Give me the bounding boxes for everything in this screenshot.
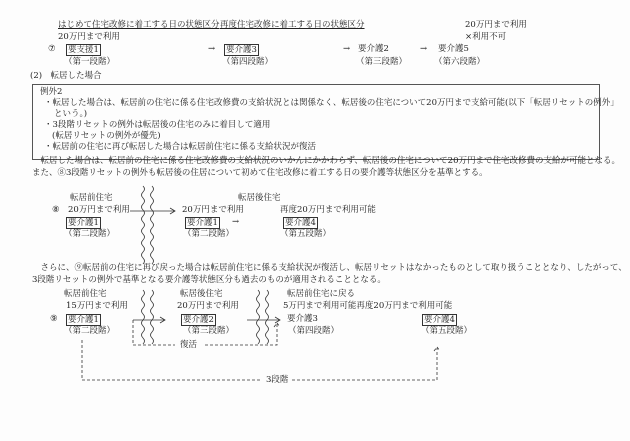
stage: （第二段階） [183, 229, 235, 239]
stage: （第五段階） [421, 326, 473, 336]
item-number: ⑧ [52, 205, 60, 215]
level: 要介護2 [358, 44, 389, 54]
level: 要介護5 [438, 44, 469, 54]
level-box: 要支援1 [68, 45, 99, 55]
level-box: 要介護4 [424, 315, 455, 325]
stage: （第一段階） [64, 57, 116, 67]
arrow-8 [130, 208, 175, 214]
exception-bullet: ・3段階リセットの例外は転居後の住宅のみに着目して適用 [44, 120, 271, 130]
exception-bullet: ・転居前の住宅に再び転居した場合は転居前住宅に係る支給状況が復活 [44, 142, 317, 152]
use-amount: 5万円まで利用可能再度20万円まで利用可能 [283, 301, 453, 311]
label-after-house: 転居後住宅 [180, 289, 223, 299]
arrow: → [420, 44, 428, 54]
section-heading: (2) 転居した場合 [30, 71, 102, 81]
use-amount: 20万円まで利用 [182, 205, 244, 215]
wavy-separator-9b [257, 290, 269, 344]
label-after-house: 転居後住宅 [238, 193, 281, 203]
level-box: 要介護1 [68, 218, 99, 228]
stage: （第四段階） [288, 326, 340, 336]
paragraph-line: また、⑧3段階リセットの例外も転居後の住居について初めて住宅改修に着工する日の要介護等状態区分を基準とする。 [32, 168, 488, 178]
level-box: 要介護4 [285, 218, 316, 228]
label-before-house: 転居前住宅 [70, 193, 113, 203]
stage: （第二段階） [64, 229, 116, 239]
level: 要介護3 [287, 314, 318, 324]
three-stage-dashed-line [82, 340, 440, 380]
stage: （第二段階） [64, 326, 116, 336]
level-box: 要介護1 [187, 218, 218, 228]
paragraph-line: 3段階リセットの例外で基準となる要介護等状態区分も過去のものが適用されることとなる。 [32, 275, 386, 285]
item-number: ⑦ [48, 44, 56, 54]
level-box: 要介護3 [226, 45, 257, 55]
exception-bullet: ・転居した場合は、転居前の住宅に係る住宅改修費の支給状況とは関係なく、転居後の住宅について20万円まで支給可能(以下「転居リセットの例外」 [44, 98, 619, 108]
three-stage-label: 3段階 [266, 375, 289, 385]
use-amount: 15万円まで利用 [66, 301, 128, 311]
exception-bullet-cont: (転居リセットの例外が優先) [52, 131, 161, 141]
note-use20-left: 20万円まで利用 [58, 32, 120, 42]
item-number: ⑨ [50, 314, 58, 324]
paragraph-line: さらに、⑨転居前の住宅に再び戻った場合は転居前住宅に係る支給状況が復活し、転居リセットはなかったものとして取り扱うこととなり、したがって、 [32, 263, 627, 273]
arrow-9b [247, 317, 280, 323]
stage: （第三段階） [356, 57, 408, 67]
revive-label: 復活 [180, 340, 198, 350]
level-box: 要介護1 [68, 315, 99, 325]
stage: （第六段階） [434, 57, 486, 67]
stage: （第五段階） [280, 229, 332, 239]
label-return-house: 転居前住宅に戻る [287, 289, 356, 299]
level-box: 要介護2 [183, 315, 214, 325]
use-amount: 再度20万円まで利用可能 [280, 205, 376, 215]
heading-first-state: はじめて住宅改修に着工する日の状態区分 [58, 20, 220, 30]
stage: （第四段階） [222, 57, 274, 67]
use-amount: 20万円まで利用 [68, 205, 130, 215]
arrow: → [343, 44, 351, 54]
arrow: → [232, 217, 240, 227]
wavy-separator-8 [142, 186, 154, 264]
label-before-house: 転居前住宅 [64, 289, 107, 299]
stage: （第三段階） [183, 326, 235, 336]
exception-bullet-cont: という。) [54, 109, 88, 119]
note-use20: 20万円まで利用 [465, 20, 527, 30]
wavy-separator-9a [142, 290, 154, 344]
use-amount: 20万円まで利用 [177, 301, 239, 311]
heading-second-state: 再度住宅改修に着工する日の状態区分 [220, 20, 365, 30]
arrow-9a [133, 317, 165, 323]
paragraph-line: 転居した場合は、転居前の住宅に係る住宅改修費の支給状況のいかんにかかわらず、転居後の住宅について20万円まで住宅改修費の支給が可能となる。 [32, 156, 620, 166]
note-unavailable: ×利用不可 [465, 32, 507, 42]
arrow: → [208, 44, 216, 54]
exception-title: 例外2 [40, 87, 63, 97]
